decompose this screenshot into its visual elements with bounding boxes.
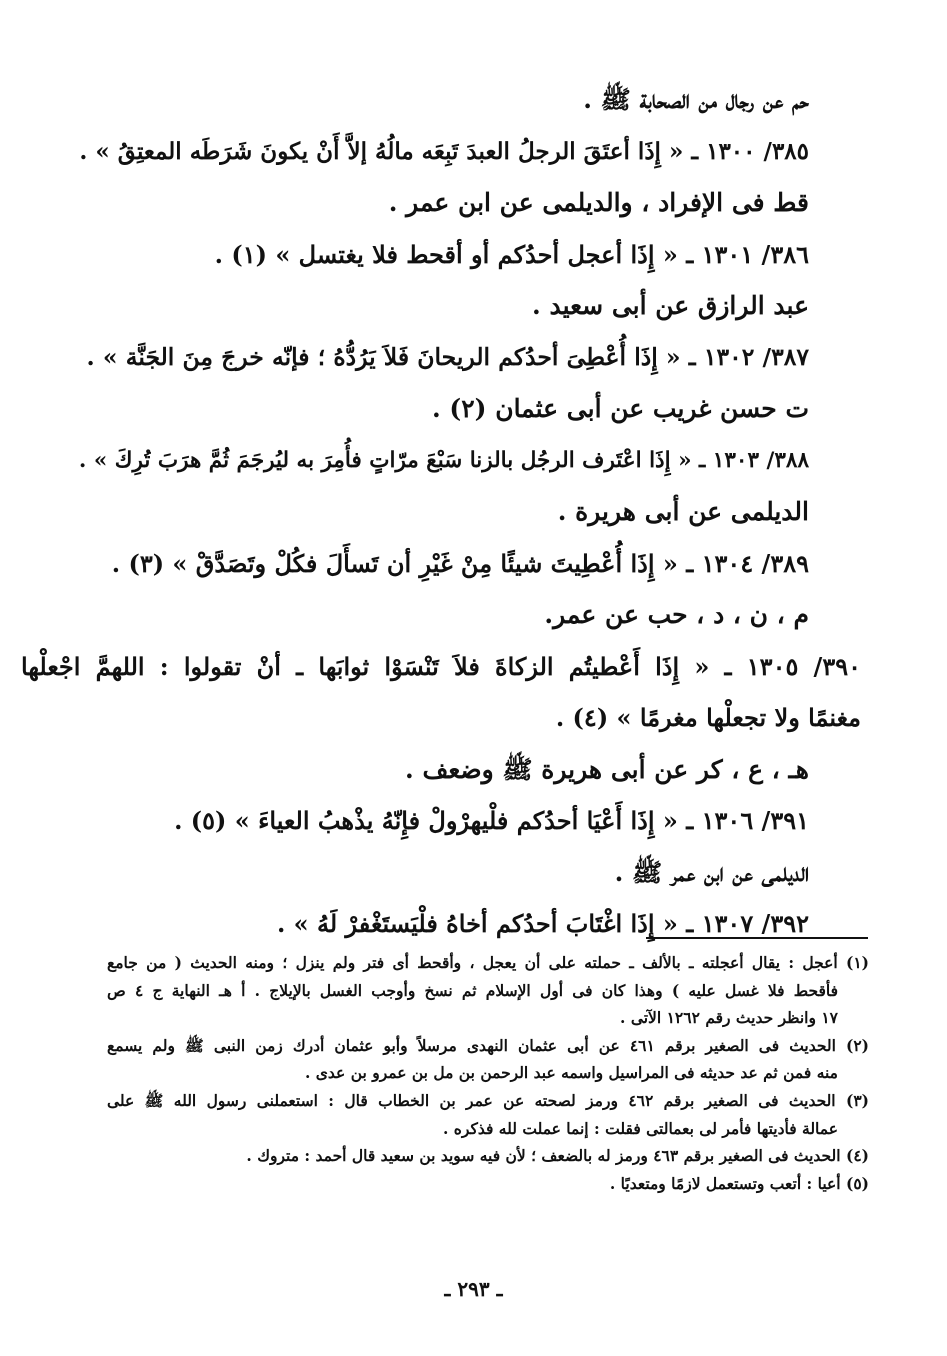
page-number: ـ ٢٩٣ ـ xyxy=(444,1277,503,1301)
hadith-386: ٣٨٦/ ١٣٠١ ـ « إِذَا أعجل أحدُكم أو أقحط فلا يغتسل » (١) . xyxy=(214,239,809,269)
footnote-1-continuation: فأقحط فلا غسل عليه ) وهذا كان فى أول الإسلام ثم نسخ وأوجب الغسل بالإيلاج . أ هـ النهاية ج ٤ ص xyxy=(107,980,838,1000)
source-line: هـ ، ع ، كر عن أبى هريرة ﷺ وضعف . xyxy=(405,754,809,784)
source-line: عبد الرازق عن أبى سعيد . xyxy=(532,291,809,320)
footnote-1: (١) أعجل : يقال أعجلته ـ بالألف ـ حملته على أن يعجل ، وأقحط أى فتر ولم ينزل ؛ ومنه الحديث ( من جامع xyxy=(107,953,869,972)
footnotes xyxy=(107,949,869,1197)
footnote-2-continuation: منه فمن ثم عد حديثه فى المراسيل واسمه عبد الرحمن بن مل بن عمرو بن عدى . xyxy=(305,1063,838,1083)
hadith-389: ٣٨٩/ ١٣٠٤ ـ « إِذَا أُعْطِيتَ شيئًا مِنْ غَيْرِ أن تَسأَلَ فكُلْ وتَصَدَّقْ » (٣) . xyxy=(111,548,809,578)
hadith-387: ٣٨٧/ ١٣٠٢ ـ « إِذَا أُعْطِىَ أحدُكم الريحانَ فَلاَ يَرُدُّهُ ؛ فإنّه خرجَ مِنَ الجَنَّة » . xyxy=(86,342,809,371)
footnote-3: (٣) الحديث فى الصغير برقم ٤٦٢ ورمز لصحته عن عمر بن الخطاب قال : استعملنى رسول الله ﷺ على xyxy=(107,1090,869,1110)
hadith-390-continuation: مغنمًا ولا تجعلْها مغرمًا » (٤) . xyxy=(555,703,861,732)
footnote-divider xyxy=(646,937,868,939)
source-line: حم عن رجال من الصحابة ﷺ . xyxy=(583,85,809,114)
source-line: الديلمى عن ابن عمر ﷺ . xyxy=(614,857,809,887)
source-line: م ، ن ، د ، حب عن عمر. xyxy=(544,600,809,629)
hadith-388: ٣٨٨/ ١٣٠٣ ـ « إِذَا اعْتَرف الرجُل بالزنا سَبْعَ مرّاتٍ فأُمِرَ به ليُرجَمَ ثُمَّ هرَبَ تُرِكَ » . xyxy=(78,447,809,473)
hadith-392: ٣٩٢/ ١٣٠٧ ـ « إِذَا اغْتَابَ أحدُكم أخاهُ فلْيَستَغْفرْ لَهُ » . xyxy=(276,909,809,938)
footnote-4: (٤) الحديث فى الصغير برقم ٤٦٣ ورمز له بالضعف ؛ لأن فيه سويد بن سعيد قال أحمد : متروك . xyxy=(246,1146,869,1166)
source-line: الديلمى عن أبى هريرة . xyxy=(557,497,809,526)
footnote-5: (٥) أعيا : أتعب وتستعمل لازمًا ومتعديًا . xyxy=(609,1173,869,1193)
hadith-391: ٣٩١/ ١٣٠٦ ـ « إِذَا أَعْيَا أحدُكم فلْيهرْولْ فإِنّهُ يذْهبُ العياءَ » (٥) . xyxy=(174,806,809,835)
footnote-3-continuation: عمالة فأديتها فأمر لى بعمالتى فقلت : إنما عملت لله فذكره . xyxy=(443,1118,838,1138)
source-line: قط فى الإفراد ، والديلمى عن ابن عمر . xyxy=(388,188,809,217)
footnote-2: (٢) الحديث فى الصغير برقم ٤٦١ عن أبى عثمان النهدى مرسلاً وأبو عثمان أدرك زمن النبى ﷺ ولم يسمع xyxy=(107,1035,869,1055)
source-line: ت حسن غريب عن أبى عثمان (٢) . xyxy=(431,394,809,423)
hadith-385: ٣٨٥/ ١٣٠٠ ـ « إِذَا أعتَقَ الرجلُ العبدَ تَبِعَه مالُهُ إلاَّ أَنْ يكونَ شَرَطَه المعتِقُ » . xyxy=(79,137,809,165)
main-text xyxy=(21,74,861,950)
hadith-390: ٣٩٠/ ١٣٠٥ ـ « إِذَا أَعْطيتُم الزكاةَ فلاَ تَنْسَوْا ثوابَها ـ أنْ تقولوا : اللهمَّ اجْعلْها xyxy=(21,651,861,681)
footnote-1-continuation: ١٧ وانظر حديث رقم ١٢٦٢ الآتى . xyxy=(620,1008,838,1028)
